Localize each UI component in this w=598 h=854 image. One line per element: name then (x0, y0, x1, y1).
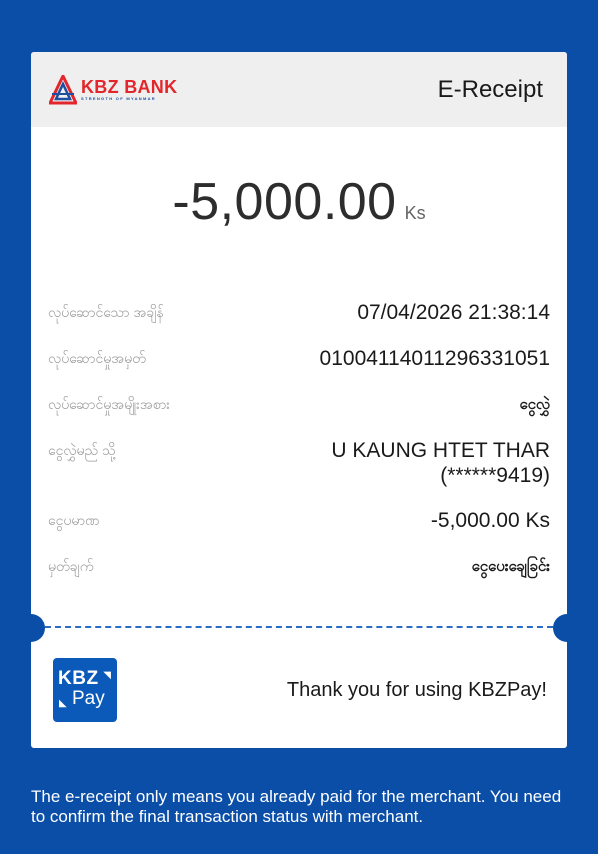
kbzpay-corner-icon: ◥ (103, 670, 111, 681)
detail-label: လုပ်ဆောင်မှုအမျိုးအစား (48, 396, 170, 412)
detail-label: လုပ်ဆောင်သော အချိန် (48, 304, 164, 320)
detail-label: မှတ်ချက် (48, 558, 94, 574)
recipient-name: U KAUNG HTET THAR (331, 439, 550, 462)
disclaimer-text: The e-receipt only means you already paid for the merchant. You need to confirm the final transaction status with merchant. (31, 787, 562, 826)
amount-unit: Ks (404, 203, 426, 223)
recipient-value (331, 438, 550, 488)
kbzpay-corner-icon: ◣ (59, 698, 67, 709)
detail-row-type (48, 392, 550, 417)
detail-row-time (48, 300, 550, 325)
kbzpay-logo (53, 658, 117, 722)
bank-name: KBZ BANK (81, 76, 178, 97)
notch-left (31, 614, 45, 642)
receipt-card (31, 52, 567, 748)
detail-row-note (48, 554, 550, 579)
bank-tagline: STRENGTH OF MYANMAR (81, 95, 156, 101)
dashed-divider (31, 614, 567, 640)
kbzpay-logo-top: KBZ (58, 668, 99, 689)
amount-value: -5,000.00 (172, 173, 397, 231)
detail-label: ငွေပမာဏ (48, 512, 100, 528)
receipt-footer (53, 658, 547, 722)
kbzpay-logo-bottom: Pay (72, 688, 105, 709)
notch-right (553, 614, 567, 642)
detail-value: ငွေပေးချေခြင်း (471, 558, 550, 575)
receipt-header (31, 52, 567, 127)
detail-value: 07/04/2026 21:38:14 (357, 301, 550, 324)
detail-value: 01004114011296331051 (319, 347, 550, 370)
dash-line (45, 626, 553, 628)
detail-value: -5,000.00 Ks (430, 509, 550, 532)
detail-row-amount (48, 508, 550, 533)
kbz-bank-logo (49, 75, 177, 105)
recipient-account: (******9419) (440, 464, 550, 487)
thank-you-text: Thank you for using KBZPay! (286, 678, 547, 701)
detail-row-recipient (48, 438, 550, 488)
detail-row-transaction-id (48, 346, 550, 371)
detail-label: ငွေလွှဲမည် သို့ (48, 442, 116, 458)
detail-label: လုပ်ဆောင်မှုအမှတ် (48, 350, 146, 366)
page-title: E-Receipt (437, 75, 543, 103)
amount-display (31, 172, 567, 232)
kbz-triangle-icon (49, 75, 77, 105)
detail-value: ငွေလွှဲ (519, 396, 550, 413)
